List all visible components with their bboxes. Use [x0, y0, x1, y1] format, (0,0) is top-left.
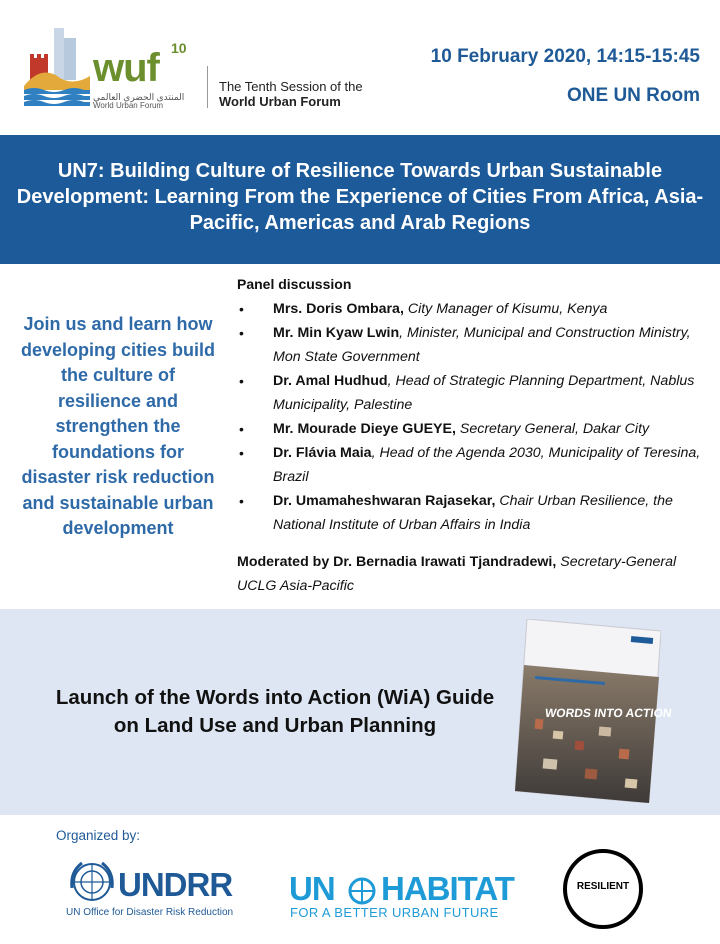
un-habitat-emblem-icon: [345, 876, 379, 906]
bullet-icon: •: [239, 373, 244, 389]
book-title: WORDS INTO ACTION: [544, 706, 673, 720]
un-emblem-icon: [68, 858, 116, 906]
habitat-un-text: UN: [289, 870, 335, 907]
panel-member: [237, 417, 707, 441]
panel-member-name: Mr. Mourade Dieye GUEYE,: [273, 421, 456, 437]
panel-member-role: , Head of the Agenda 2030, Municipality of Teresina, Brazil: [273, 445, 701, 485]
panel-member-role: City Manager of Kisumu, Kenya: [407, 301, 608, 317]
moderator: [237, 550, 712, 598]
event-title: UN7: Building Culture of Resilience Towards Urban Sustainable Development: Learning From the Experience of Cities From Africa, Asia-Pacific, Americas and Arab Regions: [16, 160, 704, 234]
panel-member: [237, 489, 707, 537]
bullet-icon: •: [239, 325, 244, 341]
wuf-edition-number: 10: [171, 40, 187, 56]
bullet-icon: •: [239, 301, 244, 317]
panel-member-role: Secretary General, Dakar City: [459, 421, 650, 437]
panel-heading: Panel discussion: [237, 276, 352, 292]
launch-title: Launch of the Words into Action (WiA) Guide on Land Use and Urban Planning: [55, 686, 495, 737]
bullet-icon: •: [239, 421, 244, 437]
panel-member-name: Mrs. Doris Ombara,: [273, 301, 404, 317]
undrr-logo-text: UNDRR: [118, 866, 233, 903]
bullet-icon: •: [239, 493, 244, 509]
session-line-2: World Urban Forum: [219, 94, 341, 109]
resilient-logo-text: RESILIENT: [576, 881, 630, 892]
panel-member-role: Chair Urban Resilience, the National Institute of Urban Affairs in India: [273, 493, 673, 533]
moderator-role: Secretary-General UCLG Asia-Pacific: [237, 554, 677, 594]
panel-member-name: Dr. Amal Hudhud: [273, 373, 388, 389]
wuf-subtitle: World Urban Forum: [93, 101, 164, 110]
bullet-icon: •: [239, 445, 244, 461]
panel-member: [237, 297, 707, 321]
event-date-time: 10 February 2020, 14:15-15:45: [430, 46, 700, 67]
habitat-subtitle: FOR A BETTER URBAN FUTURE: [290, 905, 499, 920]
event-room: ONE UN Room: [567, 85, 700, 106]
session-line-1: The Tenth Session of the: [219, 79, 363, 94]
panel-member-name: Dr. Umamaheshwaran Rajasekar,: [273, 493, 496, 509]
moderator-name: Moderated by Dr. Bernadia Irawati Tjandradewi,: [237, 554, 557, 570]
wuf-wordmark: wuf: [93, 46, 159, 90]
panel-member: [237, 369, 707, 417]
tagline: Join us and learn how developing cities build the culture of resilience and strengthen the foundations for disaster risk reduction and sustainable urban development: [20, 314, 216, 538]
undrr-subtitle: UN Office for Disaster Risk Reduction: [66, 907, 234, 918]
habitat-logo-text: HABITAT: [381, 870, 514, 907]
panel-member-name: Mr. Min Kyaw Lwin: [273, 325, 400, 341]
header-divider: [207, 66, 208, 108]
panel-list: [237, 297, 707, 537]
panel-member-role: , Minister, Municipal and Construction Ministry, Mon State Government: [273, 325, 691, 365]
wuf-logo-icon: [24, 28, 94, 110]
organized-by-label: Organized by:: [56, 828, 141, 843]
panel-member: [237, 441, 707, 489]
panel-member: [237, 321, 707, 369]
panel-member-role: , Head of Strategic Planning Department, Nablus Municipality, Palestine: [273, 373, 695, 413]
wuf-arabic-name: المنتدى الحضري العالمي: [93, 92, 185, 102]
panel-member-name: Dr. Flávia Maia: [273, 445, 372, 461]
